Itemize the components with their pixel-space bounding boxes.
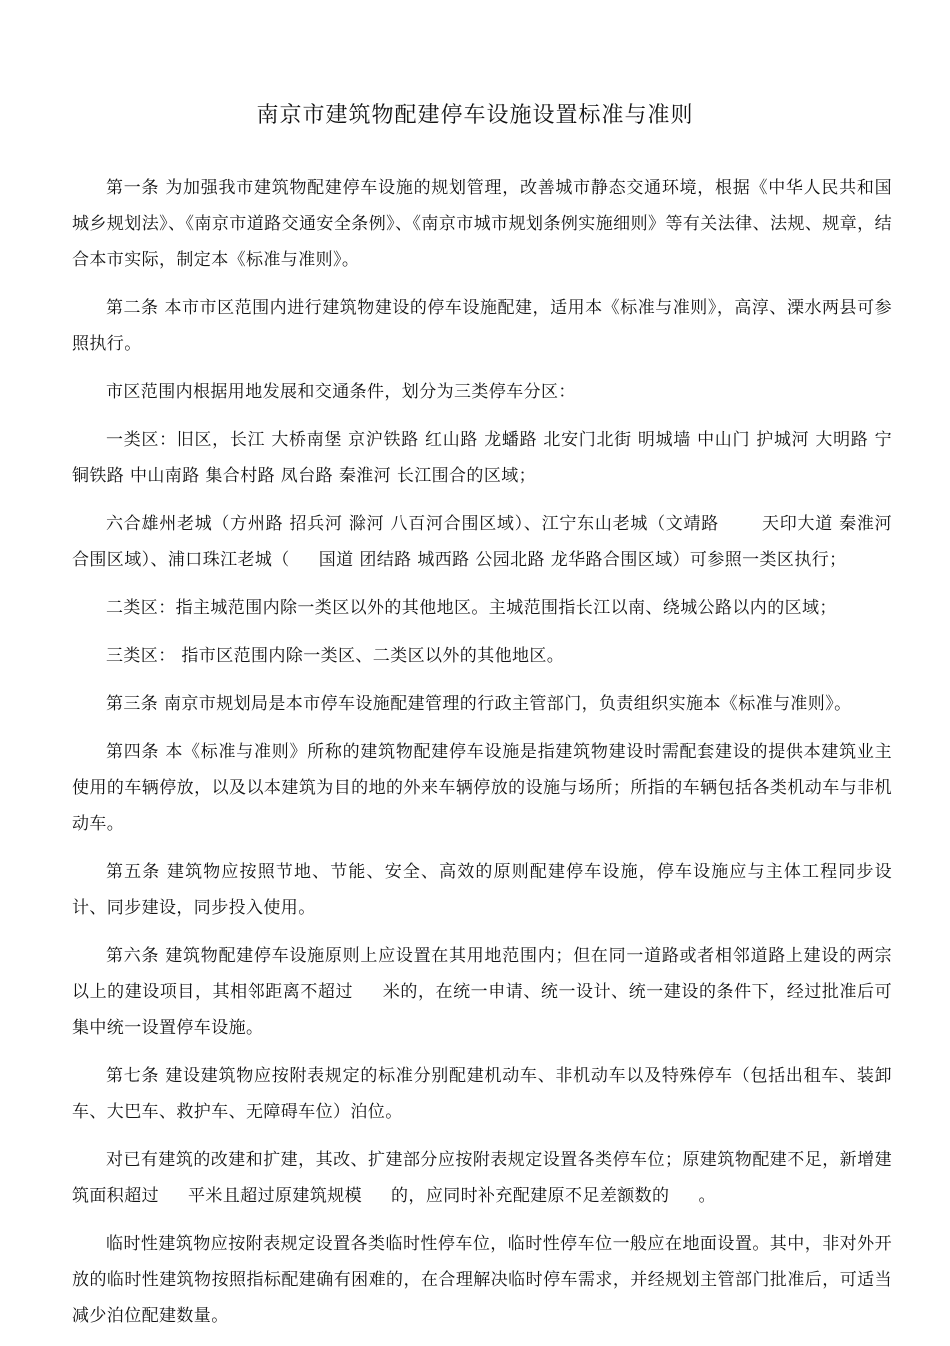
paragraph-article-1: 第一条 为加强我市建筑物配建停车设施的规划管理，改善城市静态交通环境，根据《中华人民共和国城乡规划法》、《南京市道路交通安全条例》、《南京市城市规划条例实施细则》等有关法律、法规、规章，结合本市实际，制定本《标准与准则》。 (72, 178, 892, 270)
paragraph-article-5: 第五条 建筑物应按照节地、节能、安全、高效的原则配建停车设施，停车设施应与主体工程同步设计、同步建设，同步投入使用。 (72, 862, 892, 918)
paragraph-zones-intro: 市区范围内根据用地发展和交通条件，划分为三类停车分区： (106, 382, 576, 402)
paragraph-zone-2: 二类区：指主城范围内除一类区以外的其他地区。主城范围指长江以南、绕城公路以内的区域； (106, 598, 837, 618)
paragraph-zone-1-reference: 六合雄州老城（方州路 招兵河 滁河 八百河合围区域）、江宁东山老城（文靖路 天印大道 秦淮河合围区域）、浦口珠江老城（ 国道 团结路 城西路 公园北路 龙华路合围区域）可参照一类区执行； (72, 514, 892, 570)
paragraph-article-6: 第六条 建筑物配建停车设施原则上应设置在其用地范围内；但在同一道路或者相邻道路上建设的两宗以上的建设项目，其相邻距离不超过 米的，在统一申请、统一设计、统一建设的条件下，经过批准后可集中统一设置停车设施。 (72, 946, 892, 1038)
document-title: 南京市建筑物配建停车设施设置标准与准则 (256, 103, 694, 128)
paragraph-temporary: 临时性建筑物应按附表规定设置各类临时性停车位，临时性停车位一般应在地面设置。其中，非对外开放的临时性建筑物按照指标配建确有困难的，在合理解决临时停车需求，并经规划主管部门批准后，可适当减少泊位配建数量。 (72, 1234, 892, 1326)
paragraph-zone-1: 一类区：旧区，长江 大桥南堡 京沪铁路 红山路 龙蟠路 北安门北街 明城墙 中山门 护城河 大明路 宁铜铁路 中山南路 集合村路 凤台路 秦淮河 长江围合的区域； (72, 430, 892, 486)
paragraph-renovation: 对已有建筑的改建和扩建，其改、扩建部分应按附表规定设置各类停车位；原建筑物配建不足，新增建筑面积超过 平米且超过原建筑规模 的，应同时补充配建原不足差额数的 。 (72, 1150, 892, 1206)
paragraph-article-2: 第二条 本市市区范围内进行建筑物建设的停车设施配建，适用本《标准与准则》，高淳、溧水两县可参照执行。 (72, 298, 892, 354)
paragraph-zone-3: 三类区： 指市区范围内除一类区、二类区以外的其他地区。 (106, 646, 565, 666)
paragraph-article-4: 第四条 本《标准与准则》所称的建筑物配建停车设施是指建筑物建设时需配套建设的提供本建筑业主使用的车辆停放，以及以本建筑为目的地的外来车辆停放的设施与场所；所指的车辆包括各类机动车与非机动车。 (72, 742, 892, 834)
paragraph-article-3: 第三条 南京市规划局是本市停车设施配建管理的行政主管部门，负责组织实施本《标准与准则》。 (106, 694, 852, 714)
paragraph-article-7: 第七条 建设建筑物应按附表规定的标准分别配建机动车、非机动车以及特殊停车（包括出租车、装卸车、大巴车、救护车、无障碍车位）泊位。 (72, 1066, 892, 1122)
document-body (72, 170, 892, 1346)
